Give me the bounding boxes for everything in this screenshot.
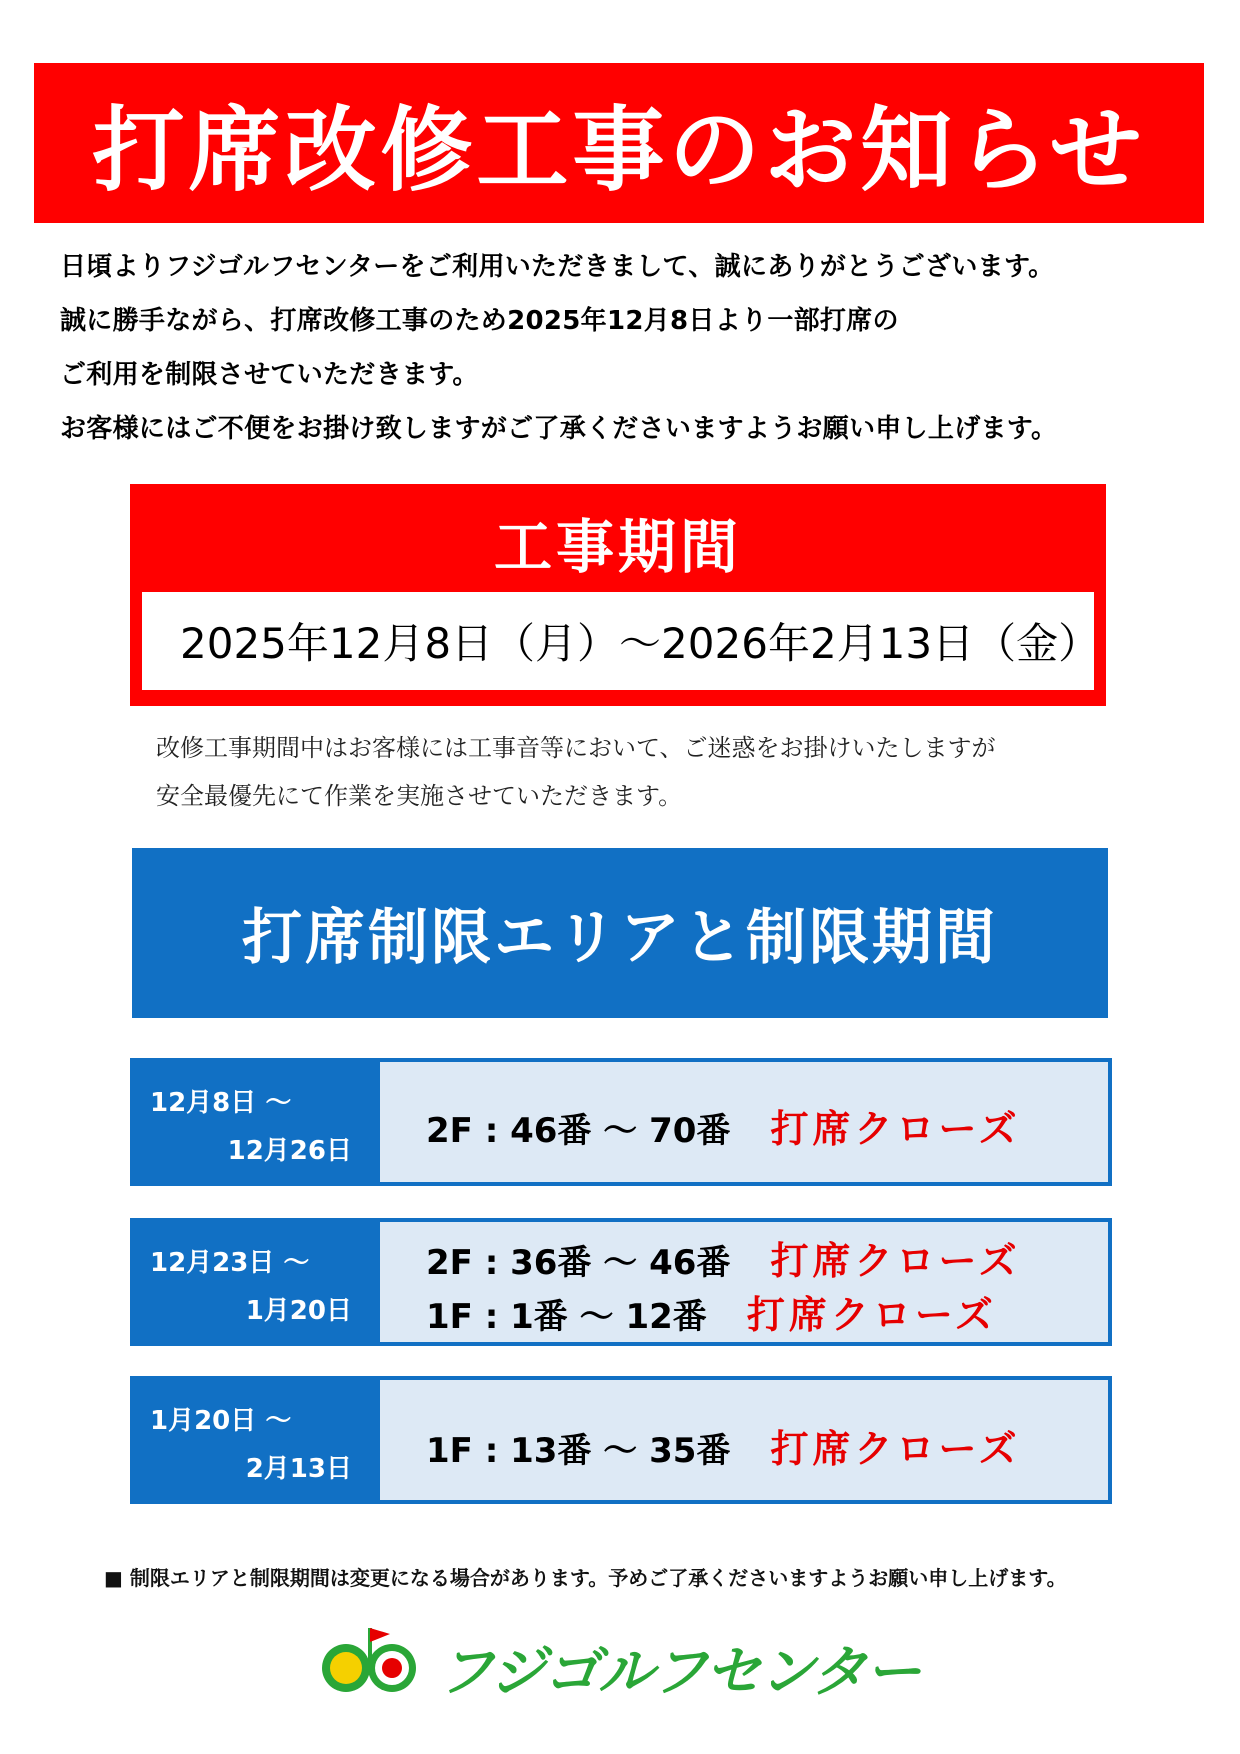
restriction-entry (426, 1284, 997, 1339)
restricted-area-heading: 打席制限エリアと制限期間 (242, 903, 998, 973)
restriction-entry (426, 1230, 1021, 1285)
logo-text: フジゴルフセンター (438, 1640, 919, 1705)
date-to: 12月26日 (227, 1136, 352, 1166)
bay-range: 1F : 13番 ～ 35番 (426, 1431, 731, 1471)
restriction-content-cell (374, 1058, 1112, 1186)
page-title: 打席改修工事のお知らせ (92, 97, 1146, 204)
note-line: 安全最優先にて作業を実施させていただきます。 (156, 782, 683, 810)
closure-status: 打席クローズ (746, 1293, 997, 1337)
golf-ball-flag-icon (318, 1622, 428, 1706)
restriction-date-cell (130, 1218, 374, 1346)
restricted-area-banner (132, 848, 1108, 1018)
closure-status: 打席クローズ (770, 1427, 1021, 1471)
restriction-entry (426, 1418, 1021, 1473)
restriction-row (130, 1376, 1112, 1504)
safety-note (156, 724, 1156, 820)
title-banner (34, 63, 1204, 223)
restriction-date-cell (130, 1058, 374, 1186)
date-from: 12月23日 ～ (150, 1248, 310, 1278)
bay-range: 2F : 46番 ～ 70番 (426, 1111, 731, 1151)
intro-line: 日頃よりフジゴルフセンターをご利用いただきまして、誠にありがとうございます。 (60, 252, 1055, 282)
bay-range: 2F : 36番 ～ 46番 (426, 1243, 731, 1283)
restriction-row (130, 1058, 1112, 1186)
intro-line: 誠に勝手ながら、打席改修工事のため2025年12月8日より一部打席の (60, 306, 899, 336)
date-from: 1月20日 ～ (150, 1406, 292, 1436)
restriction-entry (426, 1098, 1021, 1153)
bay-range: 1F : 1番 ～ 12番 (426, 1297, 707, 1337)
construction-period-box (130, 484, 1106, 706)
date-from: 12月8日 ～ (150, 1088, 292, 1118)
note-line: 改修工事期間中はお客様には工事音等において、ご迷惑をお掛けいたしますが (156, 734, 996, 762)
date-to: 2月13日 (245, 1454, 352, 1484)
closure-status: 打席クローズ (770, 1239, 1021, 1283)
construction-period-dates-box (142, 592, 1101, 690)
construction-period-heading: 工事期間 (493, 513, 742, 581)
restriction-content-cell (374, 1218, 1112, 1346)
footnote: ■ 制限エリアと制限期間は変更になる場合があります。予めご了承くださいますようお願い申し上げます。 (104, 1566, 1067, 1590)
restriction-date-cell (130, 1376, 374, 1504)
construction-period-dates: 2025年12月8日（月）～2026年2月13日（金） (180, 619, 1101, 668)
closure-status: 打席クローズ (770, 1107, 1021, 1151)
intro-line: お客様にはご不便をお掛け致しますがご了承くださいますようお願い申し上げます。 (60, 414, 1058, 444)
company-logo (318, 1622, 938, 1706)
restriction-content-cell (374, 1376, 1112, 1504)
intro-line: ご利用を制限させていただきます。 (60, 360, 479, 390)
intro-paragraph (60, 240, 1210, 456)
date-to: 1月20日 (245, 1296, 352, 1326)
restriction-row (130, 1218, 1112, 1346)
